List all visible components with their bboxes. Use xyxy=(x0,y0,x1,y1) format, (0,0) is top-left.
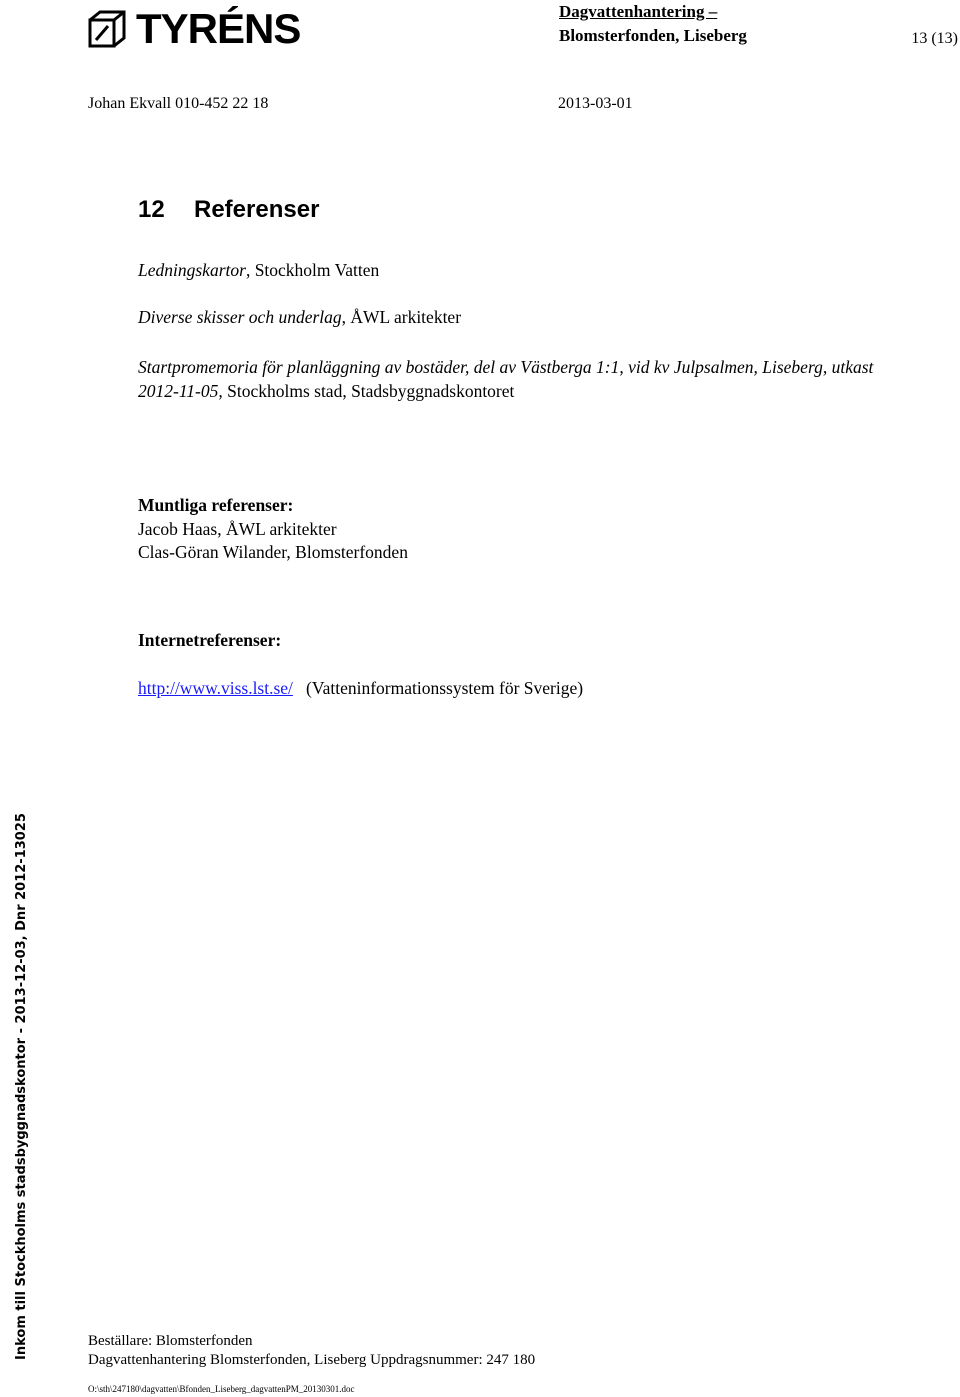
author-contact: Johan Ekvall 010-452 22 18 xyxy=(88,95,269,112)
reference-source: Stockholms stad, Stadsbyggnadskontoret xyxy=(222,381,515,401)
reference-item xyxy=(138,258,379,282)
link-description: (Vatteninformationssystem för Sverige) xyxy=(306,678,584,698)
section-number: 12 xyxy=(138,196,165,223)
oral-reference-item: Jacob Haas, ÅWL arkitekter xyxy=(138,519,337,539)
logo-cube-icon xyxy=(88,10,128,50)
viss-link[interactable]: http://www.viss.lst.se/ xyxy=(138,678,293,698)
footer-client: Beställare: Blomsterfonden xyxy=(88,1333,253,1349)
footer-file-path: O:\sth\247180\dagvatten\Bfonden_Liseberg_dagvattenPM_20130301.doc xyxy=(88,1384,355,1394)
page-number: 13 (13) xyxy=(911,30,958,47)
oral-references-heading: Muntliga referenser: xyxy=(138,495,294,515)
internet-references-heading: Internetreferenser: xyxy=(138,630,282,650)
title-line-2: Blomsterfonden, Liseberg xyxy=(559,26,747,45)
title-line-1: Dagvattenhantering – xyxy=(559,2,718,21)
reference-source: , Stockholm Vatten xyxy=(245,260,380,280)
reference-title: Diverse skisser och underlag xyxy=(138,307,342,327)
logo-text: TYRÉNS xyxy=(136,5,301,52)
internet-reference-item xyxy=(138,676,583,700)
footer-project: Dagvattenhantering Blomsterfonden, Liseberg Uppdragsnummer: 247 180 xyxy=(88,1352,536,1368)
section-title: Referenser xyxy=(194,196,320,223)
reference-title: Startpromemoria för planläggning av bostäder, del av Västberga 1:1, vid kv Julpsalmen, Liseberg, utkast 2012-11-05, xyxy=(138,357,874,401)
reference-item xyxy=(138,355,898,403)
document-date: 2013-03-01 xyxy=(558,95,633,112)
tyrens-logo xyxy=(88,5,308,52)
section-heading xyxy=(138,196,319,224)
document-title xyxy=(559,0,747,48)
reference-item xyxy=(138,305,461,329)
oral-reference-item: Clas-Göran Wilander, Blomsterfonden xyxy=(138,542,408,562)
reference-source: , ÅWL arkitekter xyxy=(341,307,462,327)
reference-title: Ledningskartor xyxy=(138,260,246,280)
received-stamp: Inkom till Stockholms stadsbyggnadskontor - 2013-12-03, Dnr 2012-13025 xyxy=(14,813,29,1360)
